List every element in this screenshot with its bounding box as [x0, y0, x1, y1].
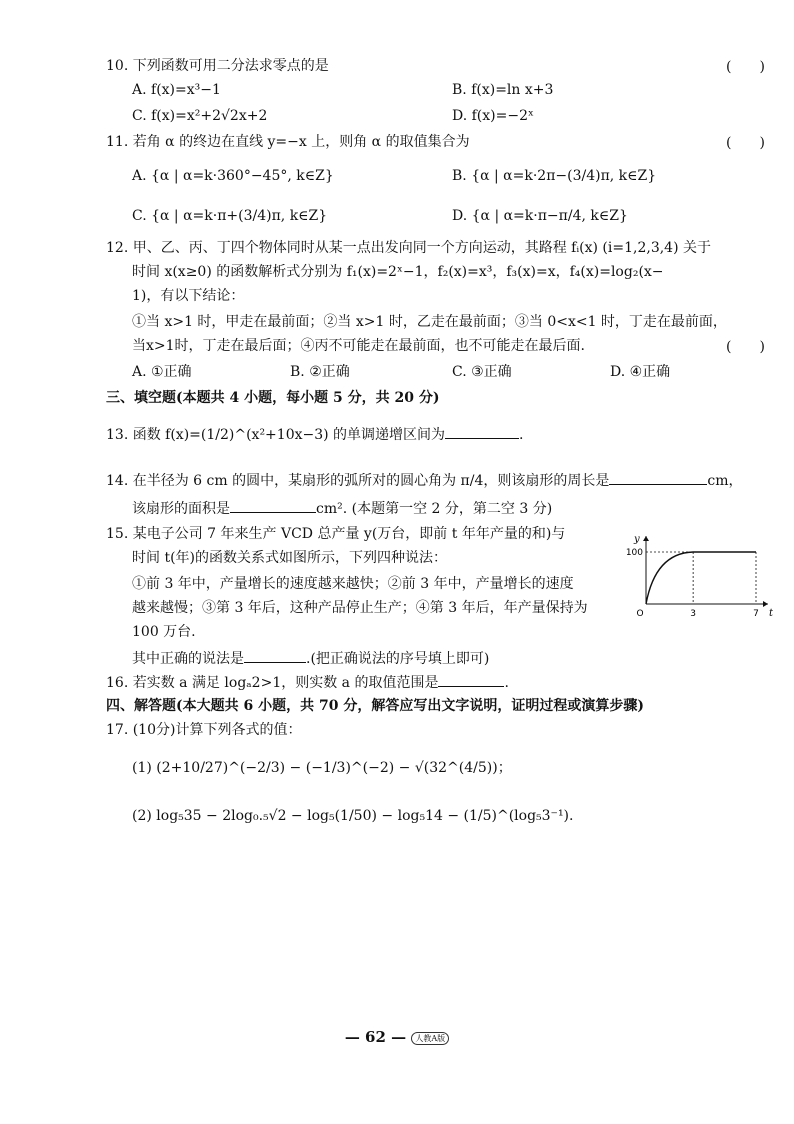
origin-label: O	[636, 609, 644, 616]
q12-line-4: ①当 x>1 时，甲走在最前面；②当 x>1 时，乙走在最前面；③当 0<x<1 时，丁走在最前面，	[132, 314, 727, 330]
q15-blank[interactable]	[244, 648, 306, 663]
q14-line-2	[132, 498, 552, 519]
q13-line	[106, 424, 524, 445]
q15-line-4: 越来越慢；③第 3 年后，这种产品停止生产；④第 3 年后，年产量保持为	[132, 600, 588, 616]
q10-answer-paren: ( )	[726, 59, 765, 75]
q10-option-b: B. f(x)=ln x+3	[452, 82, 554, 98]
q12-line-3: 1)，有以下结论：	[132, 288, 245, 304]
q13-blank[interactable]	[445, 424, 519, 439]
section-3-heading: 三、填空题(本题共 4 小题，每小题 5 分，共 20 分)	[106, 390, 440, 406]
q14-blank-2[interactable]	[230, 498, 316, 513]
q11-option-d: D. {α | α=k·π−π/4, k∈Z}	[452, 208, 628, 224]
q12-option-a: A. ①正确	[132, 364, 192, 380]
q15-note: .(把正确说法的序号填上即可)	[306, 651, 490, 667]
q12-option-b: B. ②正确	[290, 364, 350, 380]
q15-line-6	[132, 648, 489, 669]
q12-option-c: C. ③正确	[452, 364, 512, 380]
q15-line-5: 100 万台.	[132, 624, 196, 640]
q11-option-a: A. {α | α=k·360°−45°, k∈Z}	[132, 168, 334, 184]
q14-blank-1[interactable]	[609, 470, 707, 485]
q15-line-1: 15. 某电子公司 7 年来生产 VCD 总产量 y(万台，即前 t 年年产量的和)与	[106, 526, 566, 542]
x-tick-label-7: 7	[753, 609, 759, 616]
y-axis-label: y	[634, 534, 640, 545]
q10-option-d: D. f(x)=−2ˣ	[452, 108, 534, 124]
q12-line-5: 当x>1时，丁走在最后面；④丙不可能走在最前面，也不可能走在最后面.	[132, 338, 585, 354]
q14-text-2: 该扇形的面积是	[132, 501, 230, 517]
q15-graph	[626, 530, 776, 616]
q10-option-a: A. f(x)=x³−1	[132, 82, 221, 98]
x-tick-label-3: 3	[690, 609, 697, 616]
q13-function: 13. 函数 f(x)=(1/2)^(x²+10x−3)	[106, 427, 329, 443]
q12-line-1: 12. 甲、乙、丙、丁四个物体同时从某一点出发向同一个方向运动，其路程 fᵢ(x) (i=1,2,3,4) 关于	[106, 240, 711, 256]
q10-stem: 10. 下列函数可用二分法求零点的是	[106, 58, 329, 74]
y-tick-label-100: 100	[626, 548, 643, 558]
section-4-heading: 四、解答题(本大题共 6 小题，共 70 分，解答应写出文字说明，证明过程或演算步骤)	[106, 698, 644, 714]
page-number: — 62 —	[344, 1028, 407, 1046]
q15-text: 其中正确的说法是	[132, 651, 244, 667]
y-axis-arrow	[643, 536, 649, 541]
q15-line-2: 时间 t(年)的函数关系式如图所示，下列四种说法：	[132, 550, 447, 566]
q14-unit-2: cm². (本题第一空 2 分，第二空 3 分)	[316, 501, 553, 517]
q12-option-d: D. ④正确	[610, 364, 671, 380]
q14-unit-1: cm，	[707, 473, 743, 489]
q15-line-3: ①前 3 年中，产量增长的速度越来越快；②前 3 年中，产量增长的速度	[132, 576, 574, 592]
x-axis-arrow	[763, 601, 768, 607]
q16-line	[106, 672, 509, 693]
page-footer	[0, 1028, 794, 1046]
series-line-y	[646, 552, 756, 604]
q16-blank[interactable]	[438, 672, 504, 687]
q12-line-2: 时间 x(x≥0) 的函数解析式分别为 f₁(x)=2ˣ−1，f₂(x)=x³，f₃(x)=x，f₄(x)=log₂(x−	[132, 264, 664, 280]
q11-answer-paren: ( )	[726, 135, 765, 151]
q10-option-c: C. f(x)=x²+2√2x+2	[132, 108, 268, 124]
q14-text: 14. 在半径为 6 cm 的圆中，某扇形的弧所对的圆心角为 π/4，则该扇形的周长是	[106, 473, 610, 489]
q14-line-1	[106, 470, 743, 491]
q11-option-b: B. {α | α=k·2π−(3/4)π, k∈Z}	[452, 168, 657, 184]
q11-option-c: C. {α | α=k·π+(3/4)π, k∈Z}	[132, 208, 328, 224]
q16-end: .	[504, 675, 509, 691]
q17-stem: 17. (10分)计算下列各式的值：	[106, 722, 302, 738]
q17-part-2: (2) log₅35 − 2log₀.₅√2 − log₅(1/50) − log₅14 − (1/5)^(log₅3⁻¹).	[132, 808, 574, 824]
q13-text: 的单调递增区间为	[333, 427, 446, 443]
edition-badge: 人教A版	[411, 1032, 449, 1045]
x-axis-label: t	[769, 608, 774, 616]
q12-answer-paren: ( )	[726, 339, 765, 355]
q11-stem: 11. 若角 α 的终边在直线 y=−x 上，则角 α 的取值集合为	[106, 134, 470, 150]
q16-text: 16. 若实数 a 满足 logₐ2>1，则实数 a 的取值范围是	[106, 675, 439, 691]
q13-end: .	[519, 427, 524, 443]
q17-part-1: (1) (2+10/27)^(−2/3) − (−1/3)^(−2) − √(32^(4/5))；	[132, 760, 512, 776]
